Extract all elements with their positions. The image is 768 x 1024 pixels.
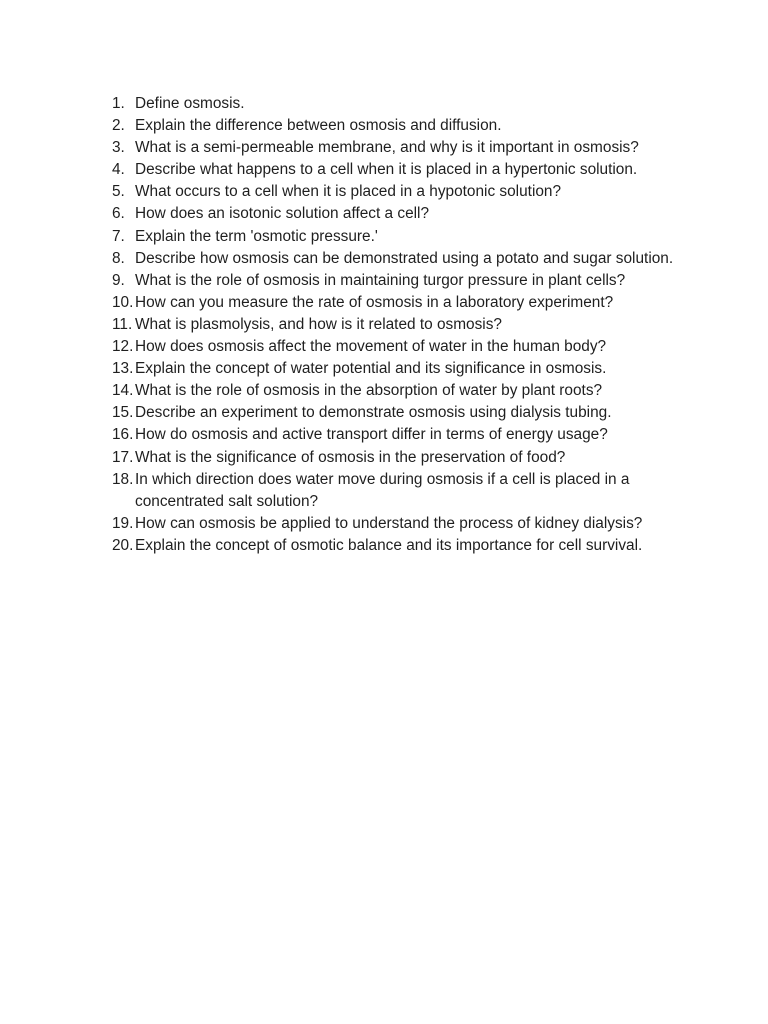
list-item: [0, 270, 675, 292]
question-number: 13.: [112, 360, 134, 378]
question-number: 17.: [112, 448, 134, 466]
question-number: 2.: [112, 117, 125, 135]
question-number: 4.: [112, 161, 125, 179]
list-item: [0, 336, 675, 358]
list-item: [0, 535, 675, 557]
list-item: [0, 424, 675, 446]
list-item: [0, 181, 675, 203]
question-number: 20.: [112, 536, 134, 554]
question-text: Explain the difference between osmosis and diffusion.: [135, 117, 502, 135]
question-number: 1.: [112, 95, 125, 112]
question-text: What occurs to a cell when it is placed in a hypotonic solution?: [135, 183, 562, 201]
question-number: 11.: [112, 315, 133, 333]
question-number: 14.: [112, 382, 134, 400]
list-item: [0, 402, 675, 424]
list-item: [0, 513, 675, 535]
list-item: [0, 137, 675, 159]
question-number: 6.: [112, 205, 125, 223]
question-text: Describe how osmosis can be demonstrated using a potato and sugar solution.: [135, 249, 674, 267]
list-item: [0, 314, 675, 336]
question-text: What is a semi-permeable membrane, and why is it important in osmosis?: [135, 139, 639, 157]
list-item: [0, 447, 675, 469]
question-text: Describe what happens to a cell when it is placed in a hypertonic solution.: [135, 161, 638, 179]
question-text: In which direction does water move during osmosis if a cell is placed in a concentrated salt solution?: [135, 470, 630, 510]
list-item: [0, 469, 675, 513]
question-text: What is the significance of osmosis in the preservation of food?: [135, 448, 566, 466]
question-text: Explain the term 'osmotic pressure.': [135, 227, 378, 245]
question-text: What is plasmolysis, and how is it related to osmosis?: [135, 315, 502, 333]
list-item: [0, 159, 675, 181]
question-number: 3.: [112, 139, 125, 157]
question-text: How can you measure the rate of osmosis in a laboratory experiment?: [135, 293, 614, 311]
question-text: How does an isotonic solution affect a cell?: [135, 205, 430, 223]
question-text: How does osmosis affect the movement of water in the human body?: [135, 338, 607, 356]
list-item: [0, 203, 675, 225]
list-item: [0, 292, 675, 314]
question-number: 7.: [112, 227, 125, 245]
question-list: [0, 93, 768, 557]
list-item: [0, 248, 675, 270]
list-item: [0, 358, 675, 380]
question-number: 18.: [112, 470, 134, 488]
list-item: [0, 380, 675, 402]
question-text: Describe an experiment to demonstrate osmosis using dialysis tubing.: [135, 404, 612, 422]
list-item: [0, 226, 675, 248]
question-text: What is the role of osmosis in the absorption of water by plant roots?: [135, 382, 603, 400]
question-text: What is the role of osmosis in maintaining turgor pressure in plant cells?: [135, 271, 626, 289]
list-item: [0, 93, 675, 115]
question-text: Define osmosis.: [135, 95, 245, 112]
question-text: Explain the concept of water potential and its significance in osmosis.: [135, 360, 607, 378]
question-number: 12.: [112, 338, 134, 356]
question-text: How do osmosis and active transport differ in terms of energy usage?: [135, 426, 608, 444]
question-number: 9.: [112, 271, 125, 289]
question-text: Explain the concept of osmotic balance and its importance for cell survival.: [135, 536, 643, 554]
question-number: 5.: [112, 183, 125, 201]
question-number: 15.: [112, 404, 134, 422]
list-item: [0, 115, 675, 137]
question-number: 8.: [112, 249, 125, 267]
question-text: How can osmosis be applied to understand the process of kidney dialysis?: [135, 514, 643, 532]
question-number: 10.: [112, 293, 134, 311]
question-number: 16.: [112, 426, 134, 444]
question-number: 19.: [112, 514, 134, 532]
